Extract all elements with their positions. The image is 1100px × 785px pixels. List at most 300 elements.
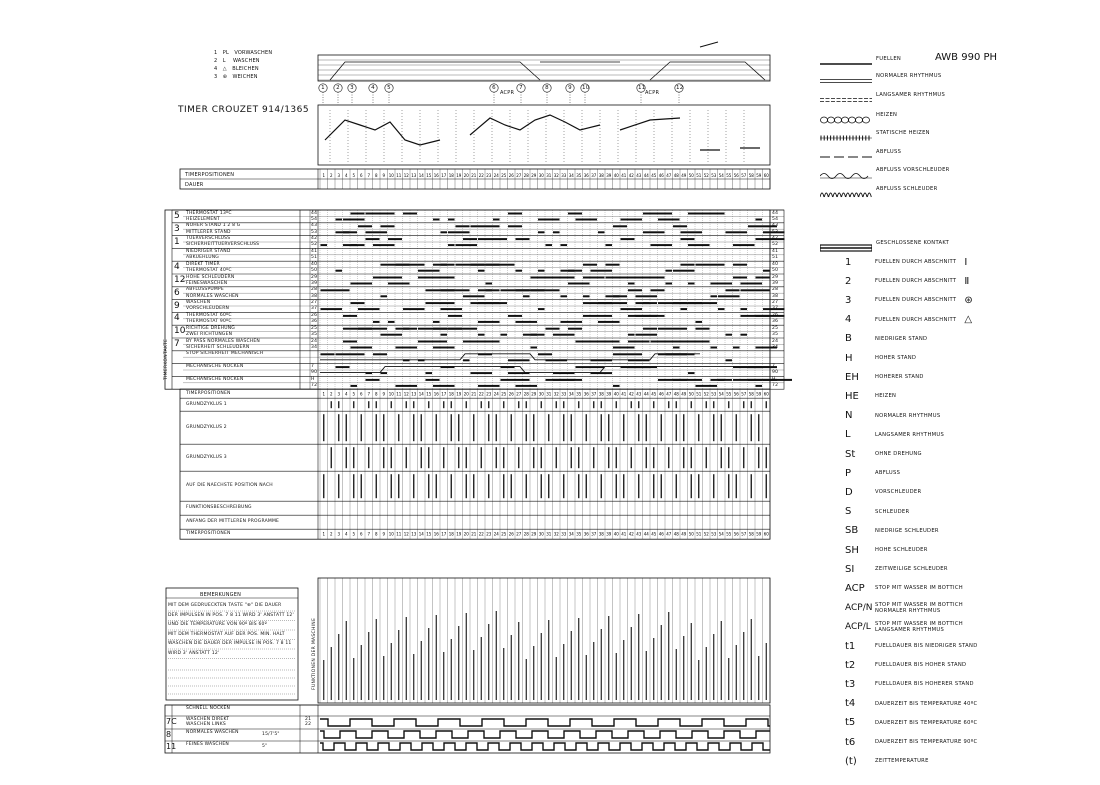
key-row: 2 L WASCHEN	[214, 58, 260, 64]
position-number: 58	[748, 531, 754, 537]
closed-contact	[433, 219, 440, 221]
position-number: 13	[411, 173, 417, 178]
group-number: 3	[174, 223, 180, 234]
closed-contact	[351, 347, 373, 349]
abbreviation-code: (t)	[845, 755, 857, 767]
position-number: 28	[523, 531, 529, 537]
closed-contact	[538, 231, 545, 233]
closed-contact	[681, 231, 703, 233]
fill-section-icon: △	[964, 314, 973, 326]
closed-contact	[396, 347, 418, 349]
position-number: 60	[763, 173, 769, 178]
closed-contact	[321, 308, 343, 310]
position-number: 20	[463, 391, 469, 397]
closed-contact	[613, 347, 635, 349]
contact-code: 42	[772, 236, 779, 242]
ink-mark	[700, 42, 718, 47]
group-number: 4	[174, 313, 180, 324]
legend-row	[820, 69, 941, 83]
closed-contact	[441, 231, 448, 233]
contact-code: 24	[772, 338, 779, 344]
abbreviation-label: HOHER STAND	[875, 355, 917, 361]
contact-label: THERMOSTAT 60ºC	[186, 312, 232, 318]
position-number: 44	[643, 391, 649, 397]
bottom-row-label: SCHNELL NOCKEN	[186, 706, 231, 711]
contact-code: 54	[311, 216, 318, 222]
closed-contact	[538, 308, 545, 310]
contact-label: ABFLUSSPUMPE	[186, 287, 224, 293]
position-number: 47	[666, 391, 672, 397]
position-number: 12	[403, 531, 409, 537]
contact-code: 36	[772, 319, 779, 325]
position-number: 59	[756, 391, 762, 397]
marker-number: 9	[568, 85, 572, 91]
position-number: 50	[688, 391, 694, 397]
bemerkung-line: UND DIE TEMPERATURE VON 90º BIS 60º	[168, 622, 267, 627]
abbreviation-row	[845, 714, 977, 732]
contact-label: BY PASS NORMALES WASCHEN	[186, 338, 260, 344]
position-number: 10	[388, 531, 394, 537]
position-number: 38	[598, 531, 604, 537]
closed-contact	[388, 321, 395, 323]
abbreviation-label: DAUERZEIT BIS TEMPERATURE 60ºC	[875, 719, 978, 726]
position-number: 51	[696, 173, 702, 178]
closed-contact	[388, 283, 410, 285]
temperature-frame	[318, 105, 770, 165]
closed-contact	[718, 308, 725, 310]
bemerkung-line: WASCHEN DIE DAUER DER IMPULSE IN POS. 7 8 11	[168, 641, 292, 646]
abbreviation-label: LANGSAMER RHYTHMUS	[875, 431, 945, 438]
closed-contact	[448, 219, 455, 221]
contact-label: MITTLERER STAND	[186, 229, 231, 235]
abbreviation-label: OHNE DREHUNG	[875, 451, 922, 457]
position-number: 30	[538, 391, 544, 397]
abbreviation-row	[845, 503, 909, 521]
bottom-row-label: WASCHEN DIREKT	[186, 717, 230, 722]
bottom-row-label: NORMALES WASCHEN	[186, 730, 239, 735]
position-number: 9	[382, 173, 386, 178]
position-number: 43	[636, 391, 642, 397]
contact-code: 72	[772, 383, 779, 389]
schleuder-glyph	[824, 193, 828, 197]
closed-contact	[546, 244, 553, 246]
abbreviation-row	[845, 522, 939, 540]
position-number: 7	[367, 531, 371, 537]
contact-code: 36	[311, 319, 318, 325]
contact-label: THERMOSTAT 40ºC	[186, 268, 232, 273]
group-number: 10	[174, 326, 186, 337]
position-number: 19	[456, 391, 462, 397]
position-number: 53	[711, 531, 717, 537]
normal-symbol	[820, 71, 872, 81]
position-number: 18	[448, 531, 454, 537]
position-number: 1	[322, 173, 326, 178]
abbreviation-label: DAUERZEIT BIS TEMPERATURE 40ºC	[875, 700, 978, 707]
position-number: 44	[643, 173, 649, 178]
bottom-row-label: WASCHEN LINKS	[186, 722, 226, 727]
contact-code: 25	[311, 325, 318, 331]
abbreviation-label: HEIZEN	[875, 393, 897, 400]
closed-contact	[463, 359, 470, 361]
schleuder-glyph	[842, 193, 846, 197]
schleuder-glyph	[854, 193, 858, 197]
position-number: 49	[681, 391, 687, 397]
legend-label: NORMALER RHYTHMUS	[876, 73, 942, 79]
header-timerpositionen: TIMERPOSITIONEN	[185, 172, 235, 178]
marker-number: 12	[676, 85, 684, 91]
contact-code: 90	[311, 370, 318, 376]
closed-contact	[696, 321, 703, 323]
abbreviation-row	[845, 311, 972, 329]
contact-label: STOP SICHERHEIT MECHANISCH	[186, 351, 264, 357]
position-number: 26	[508, 173, 514, 178]
group-number: 7	[174, 339, 180, 349]
position-number: 41	[621, 391, 627, 397]
closed-contact	[433, 347, 455, 349]
closed-contact	[606, 244, 613, 246]
position-number: 40	[613, 531, 619, 537]
closed-contact	[381, 295, 388, 297]
contact-code: 50	[772, 268, 779, 273]
legend-label: ABFLUSS	[876, 149, 902, 155]
position-number: 23	[486, 173, 492, 178]
key-row: 1 PL VORWASCHEN	[214, 50, 273, 56]
acpr-label: ACPR	[500, 90, 515, 96]
position-number: 15	[426, 391, 432, 397]
contact-code: 27	[772, 300, 779, 306]
schleuder-glyph	[863, 193, 867, 197]
abbreviation-row	[845, 272, 969, 290]
position-number: 38	[598, 391, 604, 397]
closed-contact	[516, 321, 538, 323]
abbreviation-row	[845, 695, 977, 713]
marker-number: 10	[582, 85, 590, 91]
abbreviation-label: HOHE SCHLEUDER	[875, 547, 928, 553]
bemerkung-line: MIT DEM THERMOSTAT AUF DER POS. MIN. HALT	[168, 631, 285, 637]
fuellen-symbol	[820, 54, 872, 64]
position-number: 48	[673, 531, 679, 537]
position-number: 54	[718, 391, 724, 397]
abbreviation-code: HE	[845, 390, 859, 402]
closed-contact	[553, 334, 575, 336]
position-number: 57	[741, 173, 747, 178]
heizen-glyph	[828, 117, 835, 123]
marker-number: 3	[350, 85, 354, 91]
position-number: 5	[352, 173, 356, 178]
closed-contact	[658, 219, 680, 221]
langsam-icon	[820, 95, 872, 105]
closed-contact	[726, 359, 733, 361]
position-number: 52	[703, 391, 709, 397]
position-number: 48	[673, 173, 679, 178]
contact-code: H	[311, 376, 315, 382]
contact-code: 34	[772, 344, 779, 350]
closed-contact	[688, 244, 710, 246]
schleuder-glyph	[837, 193, 841, 197]
position-number: 14	[418, 531, 424, 537]
abbreviation-code: SB	[845, 525, 859, 537]
contact-code: 25	[772, 325, 779, 331]
contact-code: 7	[311, 364, 315, 370]
heizen-symbol	[820, 110, 872, 120]
fill-section-icon: Ⅰ	[964, 256, 968, 268]
position-number: 17	[441, 391, 447, 397]
closed-contact	[673, 270, 695, 272]
position-number: 43	[636, 173, 642, 178]
position-number: 24	[493, 531, 499, 537]
closed-contact	[523, 295, 530, 297]
contact-code: 90	[772, 370, 779, 376]
abbreviation-row	[845, 349, 916, 367]
position-number: 28	[523, 173, 529, 178]
position-number: 56	[733, 531, 739, 537]
position-number: 36	[583, 391, 589, 397]
group-number: 9	[174, 300, 180, 311]
abbreviation-code: SI	[845, 563, 855, 575]
position-number: 35	[576, 391, 582, 397]
normal-wash-wave	[320, 731, 770, 738]
closed-contact	[343, 219, 365, 221]
position-number: 47	[666, 531, 672, 537]
closed-contact	[636, 334, 658, 336]
kontakt-symbol	[820, 238, 872, 248]
position-number: 33	[561, 391, 567, 397]
bottom-code: 21	[305, 717, 312, 722]
closed-contact	[598, 321, 620, 323]
position-number: 42	[628, 391, 634, 397]
closed-contact	[741, 283, 763, 285]
position-number: 32	[553, 531, 559, 537]
abbreviation-code: t1	[845, 640, 856, 652]
closed-contact	[351, 283, 373, 285]
abbreviation-label: DAUERZEIT BIS TEMPERATURE 90ºC	[875, 739, 978, 745]
position-number: 19	[456, 531, 462, 537]
closed-contact	[396, 385, 418, 387]
closed-contact	[666, 283, 673, 285]
schleuder-glyph	[859, 193, 863, 197]
contact-label: FEINESWASCHEN	[186, 280, 228, 286]
closed-contact	[336, 219, 343, 221]
position-number: 20	[463, 173, 469, 178]
closed-contact	[516, 385, 538, 387]
closed-contact	[673, 347, 680, 349]
closed-contact	[576, 219, 598, 221]
marker-number: 1	[321, 85, 325, 91]
closed-contact	[448, 244, 455, 246]
closed-contact	[726, 334, 733, 336]
closed-contact	[696, 385, 718, 387]
legend-row	[820, 182, 938, 196]
position-number: 19	[456, 173, 462, 178]
abbreviation-code: ACP/N	[845, 602, 873, 613]
position-number: 15	[426, 173, 432, 178]
lower-row-label: GRUNDZYKLUS 1	[186, 401, 227, 407]
position-number: 32	[553, 173, 559, 178]
contact-code: 39	[772, 280, 779, 286]
closed-contact	[478, 270, 485, 272]
lower-frame	[180, 389, 770, 539]
closed-contact	[456, 244, 478, 246]
contact-code: 43	[772, 223, 779, 229]
abbreviation-code: H	[845, 352, 853, 364]
group-number: 6	[174, 287, 180, 298]
closed-contact	[403, 308, 425, 310]
position-number: 3	[337, 391, 341, 397]
position-number: 5	[352, 531, 356, 537]
schleuder-glyph	[846, 193, 850, 197]
abbreviation-label: ZEITTEMPERATURE	[875, 758, 929, 765]
abbreviation-label: FUELLEN DURCH ABSCHNITT	[875, 297, 957, 304]
position-number: 33	[561, 173, 567, 178]
position-number: 57	[741, 531, 747, 537]
position-number: 8	[374, 531, 378, 537]
position-number: 39	[606, 173, 612, 178]
abbreviation-label: HOHERER STAND	[875, 374, 924, 381]
mechanical-trace	[320, 367, 770, 373]
position-number: 29	[531, 173, 537, 178]
position-number: 12	[403, 173, 409, 178]
position-number: 59	[756, 531, 762, 537]
direction-wave	[320, 719, 770, 726]
legend-label: GESCHLOSSENE KONTAKT	[876, 240, 950, 246]
heizen-glyph	[849, 117, 856, 123]
contact-label: SICHERHEIT SCHLEUDERN	[186, 344, 250, 350]
abbreviation-code: N	[845, 410, 853, 422]
bottom-row-value: 15/7'5"	[262, 732, 280, 737]
contact-code: 41	[311, 248, 318, 254]
position-number: 10	[388, 173, 394, 178]
position-number: 25	[501, 391, 507, 397]
position-number: 39	[606, 391, 612, 397]
closed-contact	[643, 231, 665, 233]
key-row: 3 ⊛ WEICHEN	[214, 74, 258, 80]
schleuder-glyph	[829, 193, 833, 197]
position-number: 60	[763, 391, 769, 397]
position-number: 29	[531, 391, 537, 397]
contact-code: 37	[311, 306, 318, 312]
position-number: 25	[501, 173, 507, 178]
position-number: 6	[359, 391, 363, 397]
position-number: 44	[643, 531, 649, 537]
bottom-code: 22	[305, 722, 312, 727]
closed-contact	[733, 244, 755, 246]
position-number: 43	[636, 531, 642, 537]
position-number: 29	[531, 531, 537, 537]
position-number: 56	[733, 173, 739, 178]
position-number: 51	[696, 391, 702, 397]
position-number: 13	[411, 391, 417, 397]
closed-contact	[486, 283, 493, 285]
abbreviation-row	[845, 599, 970, 617]
position-number: 49	[681, 531, 687, 537]
top-water-frame	[318, 55, 770, 81]
closed-contact	[568, 283, 590, 285]
position-number: 53	[711, 391, 717, 397]
closed-contact	[756, 385, 763, 387]
group-number: 12	[174, 275, 186, 285]
marker-number: 5	[387, 85, 391, 91]
model-title: AWB 990 PH	[935, 52, 998, 63]
schleuder-glyph	[850, 193, 854, 197]
bemerkung-line: MIT DEM GEDRUECKTEN TASTE "⊛" DIE DAUER	[168, 603, 282, 608]
abbreviation-code: t3	[845, 678, 856, 690]
closed-contact	[711, 347, 718, 349]
position-number: 33	[561, 531, 567, 537]
closed-contact	[718, 295, 740, 297]
position-number: 58	[748, 391, 754, 397]
contact-label: MECHANISCHE NOCKEN	[186, 376, 244, 382]
contact-label: RICHTIGE DREHUNG	[186, 325, 235, 331]
position-number: 22	[478, 531, 484, 537]
abbreviation-label: FUELLEN DURCH ABSCHNITT	[875, 278, 957, 285]
schleuder-glyph	[833, 193, 837, 197]
closed-contact	[598, 231, 605, 233]
marker-number: 8	[545, 85, 549, 91]
bemerkung-line: DER IMPULSEN IN POS. 7 8 11 WIRD 3' ANSTATT 12'	[168, 612, 294, 618]
position-number: 52	[703, 173, 709, 178]
position-number: 46	[658, 531, 664, 537]
position-number: 3	[337, 173, 341, 178]
closed-contact	[726, 231, 748, 233]
contact-code: 27	[311, 300, 318, 306]
abbreviation-label: FUELLDAUER BIS HOHER STAND	[875, 662, 967, 669]
closed-contact	[666, 270, 673, 272]
position-number: 40	[613, 173, 619, 178]
contact-code: 28	[311, 287, 318, 293]
closed-contact	[516, 270, 523, 272]
position-number: 42	[628, 531, 634, 537]
heizen-glyph	[856, 117, 863, 123]
contact-label: NOHER STAND 1 2 8 G	[186, 223, 241, 229]
contact-label: ZWEI RICHTUNGEN	[186, 332, 233, 337]
closed-contact	[508, 359, 530, 361]
closed-contact	[373, 321, 380, 323]
abfluss-icon	[820, 152, 872, 162]
position-number: 47	[666, 173, 672, 178]
contact-code: 41	[772, 248, 779, 254]
closed-contact	[583, 295, 590, 297]
contact-code: 34	[311, 344, 318, 350]
closed-contact	[756, 219, 763, 221]
position-number: 21	[471, 391, 477, 397]
position-number: 46	[658, 391, 664, 397]
legend-row	[820, 126, 930, 140]
abbreviation-label: VORSCHLEUDER	[875, 489, 922, 496]
abbreviation-row	[845, 656, 966, 674]
lower-row-label: GRUNDZYKLUS 2	[186, 424, 227, 430]
abbreviation-label: ZEITWEILIGE SCHLEUDER	[875, 566, 948, 573]
bottom-row-number: 7C	[166, 717, 177, 726]
closed-contact	[531, 334, 538, 336]
position-number: 60	[763, 531, 769, 537]
closed-contact	[568, 270, 575, 272]
position-number: 14	[418, 173, 424, 178]
contact-code: 29	[772, 274, 779, 280]
closed-contact	[373, 244, 395, 246]
position-number: 27	[516, 531, 522, 537]
contact-code: 54	[772, 216, 779, 222]
lower-row-label: ANFANG DER MITTLEREN PROGRAMME	[186, 519, 280, 525]
position-number: 16	[433, 391, 439, 397]
position-number: 1	[322, 391, 326, 397]
abbreviation-row	[845, 733, 977, 751]
position-number: 31	[546, 391, 552, 397]
contact-code: 35	[772, 332, 779, 337]
contact-code: 29	[311, 274, 318, 280]
position-number: 35	[576, 531, 582, 537]
position-number: 51	[696, 531, 702, 537]
funktion-header: FUNKTIONEN DER MASCHINE	[312, 617, 317, 690]
